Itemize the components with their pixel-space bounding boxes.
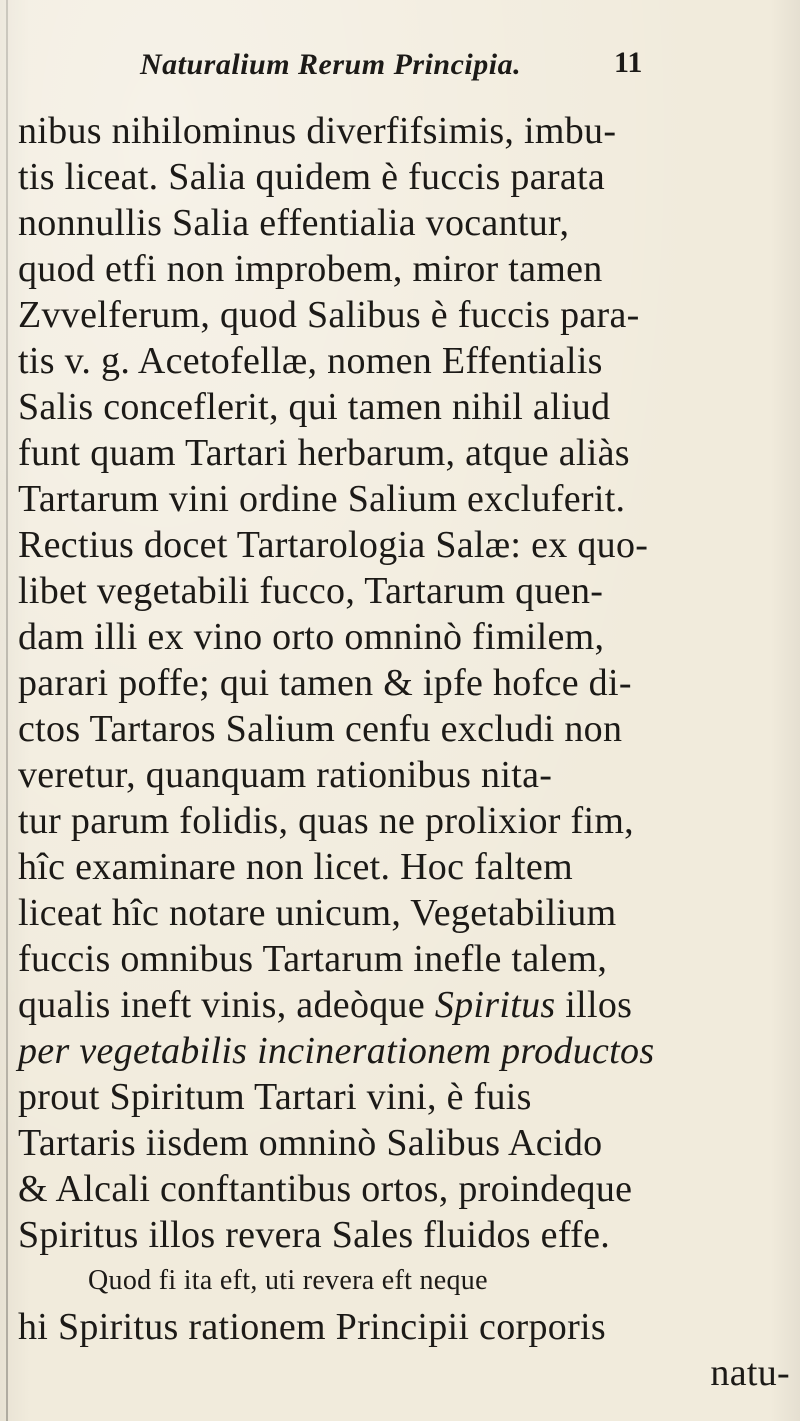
body-text: [18, 108, 794, 1396]
text-line: tis liceat. Salia quidem è fuccis parata: [18, 156, 606, 198]
text-line-start: qualis ineft vinis, adeòque: [18, 984, 426, 1026]
text-line: fuccis omnibus Tartarum inefle talem,: [18, 938, 608, 980]
text-line: Spiritus illos revera Sales fluidos effe.: [18, 1214, 611, 1256]
text-line: Tartarum vini ordine Salium excluferit.: [18, 478, 626, 520]
text-line: tis v. g. Acetofellæ, nomen Effentialis: [18, 340, 603, 382]
text-line: ctos Tartaros Salium cenfu excludi non: [18, 708, 623, 750]
text-line: Tartaris iisdem omninò Salibus Acido: [18, 1122, 603, 1164]
text-line: Zvvelferum, quod Salibus è fuccis para-: [18, 294, 640, 336]
text-line: & Alcali conftantibus ortos, proindeque: [18, 1168, 633, 1210]
text-line: dam illi ex vino orto omninò fimilem,: [18, 616, 605, 658]
text-line: nonnullis Salia effentialia vocantur,: [18, 202, 570, 244]
page-header: [0, 40, 800, 100]
text-line: Rectius docet Tartarologia Salæ: ex quo-: [18, 524, 649, 566]
text-line: hîc examinare non licet. Hoc faltem: [18, 846, 573, 888]
running-title: Naturalium Rerum Principia.: [140, 48, 522, 81]
text-line: parari poffe; qui tamen & ipfe hofce di-: [18, 662, 632, 704]
text-line-italic: per vegetabilis incinerationem productos: [18, 1030, 655, 1072]
text-line: hi Spiritus rationem Principii corporis: [18, 1306, 606, 1348]
text-line-end: illos: [565, 984, 633, 1026]
paragraph-first-line: Quod fi ita eft, uti revera eft neque: [88, 1265, 488, 1296]
page-gutter-edge: [6, 0, 8, 1421]
text-line: funt quam Tartari herbarum, atque aliàs: [18, 432, 630, 474]
text-line-mixed: [18, 982, 794, 1028]
text-line: nibus nihilominus diverfifsimis, imbu-: [18, 110, 617, 152]
text-line: prout Spiritum Tartari vini, è fuis: [18, 1076, 532, 1118]
text-line: tur parum folidis, quas ne prolixior fim,: [18, 800, 634, 842]
text-line: quod etfi non improbem, miror tamen: [18, 248, 603, 290]
text-line: liceat hîc notare unicum, Vegetabilium: [18, 892, 617, 934]
text-line: libet vegetabili fucco, Tartarum quen-: [18, 570, 604, 612]
page-number: 11: [614, 46, 643, 79]
text-line: veretur, quanquam rationibus nita-: [18, 754, 553, 796]
text-line: Salis conceflerit, qui tamen nihil aliud: [18, 386, 611, 428]
italic-word: Spiritus: [434, 984, 556, 1026]
catchword: natu-: [710, 1352, 790, 1394]
